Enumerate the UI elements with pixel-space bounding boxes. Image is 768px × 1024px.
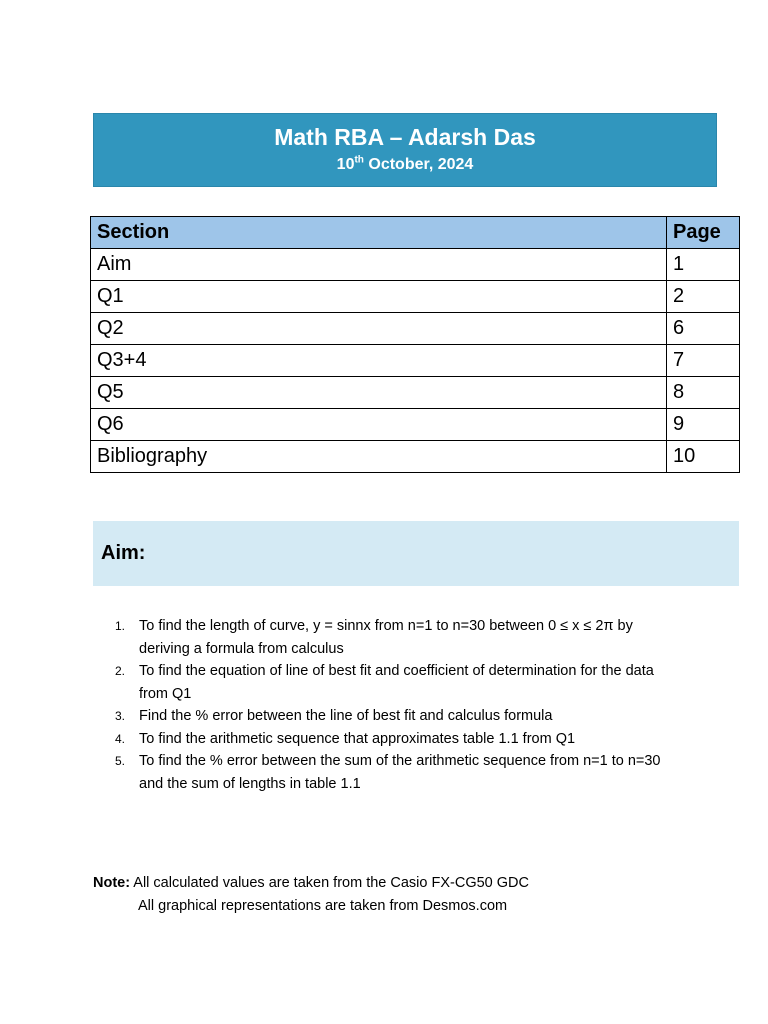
list-item-number: 5. bbox=[115, 754, 126, 768]
toc-section-cell: Q2 bbox=[91, 313, 667, 345]
toc-section-cell: Bibliography bbox=[91, 441, 667, 473]
note-label: Note: bbox=[93, 875, 131, 891]
table-row bbox=[91, 249, 740, 281]
toc-page-cell: 9 bbox=[667, 409, 740, 441]
note-line-1 bbox=[93, 872, 529, 895]
table-row bbox=[91, 377, 740, 409]
table-row bbox=[91, 281, 740, 313]
list-item bbox=[115, 750, 684, 795]
date-suffix: th bbox=[354, 154, 364, 166]
document-date bbox=[94, 154, 716, 176]
list-item-text: To find the equation of line of best fit and coefficient of determination for the data from Q1 bbox=[139, 663, 654, 702]
list-item-text: To find the % error between the sum of the arithmetic sequence from n=1 to n=30 and the sum of lengths in table 1.1 bbox=[139, 753, 661, 792]
list-item-number: 4. bbox=[115, 731, 126, 746]
note-text-1: All calculated values are taken from the Casio FX-CG50 GDC bbox=[130, 875, 529, 891]
toc-page-cell: 7 bbox=[667, 345, 740, 377]
list-item-text: Find the % error between the line of best fit and calculus formula bbox=[139, 708, 553, 724]
date-day: 10 bbox=[336, 156, 355, 173]
toc-page-cell: 8 bbox=[667, 377, 740, 409]
list-item-number: 2. bbox=[115, 664, 126, 678]
toc-section-cell: Q5 bbox=[91, 377, 667, 409]
list-item bbox=[115, 728, 684, 751]
toc-page-cell: 6 bbox=[667, 313, 740, 345]
toc-header-page: Page bbox=[667, 217, 740, 249]
list-item-number: 1. bbox=[115, 619, 126, 633]
list-item-text: To find the arithmetic sequence that approximates table 1.1 from Q1 bbox=[139, 730, 576, 747]
toc-section-cell: Q3+4 bbox=[91, 345, 667, 377]
toc-page-cell: 1 bbox=[667, 249, 740, 281]
table-of-contents bbox=[90, 216, 740, 473]
toc-section-cell: Q6 bbox=[91, 409, 667, 441]
table-row bbox=[91, 345, 740, 377]
list-item bbox=[115, 705, 684, 728]
table-row bbox=[91, 409, 740, 441]
toc-section-cell: Q1 bbox=[91, 281, 667, 313]
note-block bbox=[93, 872, 529, 917]
title-banner bbox=[93, 113, 717, 187]
toc-page-cell: 2 bbox=[667, 281, 740, 313]
note-text-2: All graphical representations are taken from Desmos.com bbox=[138, 897, 508, 914]
toc-header-section: Section bbox=[91, 217, 667, 249]
list-item bbox=[115, 660, 684, 705]
list-item bbox=[115, 615, 684, 660]
aim-section-box bbox=[93, 521, 739, 586]
document-title: Math RBA – Adarsh Das bbox=[274, 124, 536, 150]
list-item-text: To find the length of curve, y = sinnx from n=1 to n=30 between 0 ≤ x ≤ 2π by deriving a formula from calculus bbox=[139, 618, 633, 657]
toc-section-cell: Aim bbox=[91, 249, 667, 281]
table-row bbox=[91, 441, 740, 473]
toc-page-cell: 10 bbox=[667, 441, 740, 473]
list-item-number: 3. bbox=[115, 709, 126, 723]
date-rest: October, 2024 bbox=[363, 156, 474, 173]
aim-heading: Aim: bbox=[101, 542, 146, 564]
table-row bbox=[91, 313, 740, 345]
aim-list bbox=[115, 615, 684, 795]
toc-header-row bbox=[91, 217, 740, 249]
